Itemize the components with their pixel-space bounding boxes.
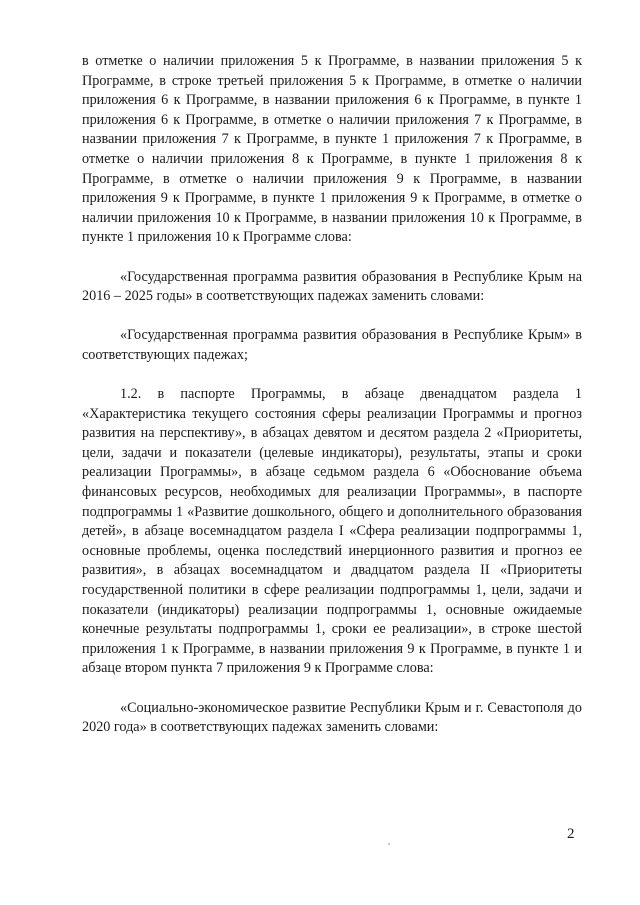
paragraph-spacer: [82, 366, 582, 386]
paragraph-socio-economic-title: «Социально-экономическое развитие Республики Крым и г. Севастополя до 2020 года» в соответствующих падежах заменить словами:: [82, 699, 582, 736]
document-body: [82, 52, 582, 738]
paragraph-item-1-2: 1.2. в паспорте Программы, в абзаце двенадцатом раздела 1 «Характеристика текущего состояния сферы реализации Программы и прогноз развития на перспективу», в абзацах девятом и десятом раздела 2 «Приоритеты, цели, задачи и показатели (целевые индикаторы), результаты, этапы и сроки реализации Программы», в абзаце седьмом раздела 6 «Обоснование объема финансовых ресурсов, необходимых для реализации Программы», в паспорте подпрограммы 1 «Развитие дошкольного, общего и дополнительного образования детей», в абзаце восемнадцатом раздела I «Сфера реализации подпрограммы 1, основные проблемы, оценка последствий инерционного развития и прогноз ее развития», в абзацах восемнадцатом и двадцатом раздела II «Приоритеты государственной политики в сфере реализации подпрограммы 1, цели, задачи и показатели (индикаторы) реализации подпрограммы 1, основные ожидаемые конечные результаты подпрограммы 1, сроки ее реализации», в строке шестой приложения 1 к Программе, в названии приложения 9 к Программе, в пункте 1 и абзаце втором пункта 7 приложения 9 к Программе слова:: [82, 386, 582, 677]
scan-speck: [388, 843, 390, 845]
paragraph-annex-references: в отметке о наличии приложения 5 к Программе, в названии приложения 5 к Программе, в строке третьей приложения 5 к Программе, в отметке о наличии приложения 6 к Программе, в названии приложения 6 к Программе, в пункте 1 приложения 6 к Программе, в отметке о наличии приложения 7 к Программе, в названии приложения 7 к Программе, в пункте 1 приложения 7 к Программе, в отметке о наличии приложения 8 к Программе, в пункте 1 приложения 8 к Программе, в отметке о наличии приложения 9 к Программе, в названии приложения 9 к Программе, в пункте 1 приложения 9 к Программе, в отметке о наличии приложения 10 к Программе, в названии приложения 10 к Программе, в пункте 1 приложения 10 к Программе слова:: [82, 53, 582, 246]
paragraph-spacer: [82, 679, 582, 699]
paragraph-new-program-title: «Государственная программа развития образования в Республике Крым» в соответствующих падежах;: [82, 327, 582, 363]
paragraph-spacer: [82, 307, 582, 327]
paragraph-old-program-title: «Государственная программа развития образования в Республике Крым на 2016 – 2025 годы» в соответствующих падежах заменить словами:: [82, 268, 582, 305]
page-number: 2: [567, 826, 575, 842]
paragraph-spacer: [82, 248, 582, 268]
